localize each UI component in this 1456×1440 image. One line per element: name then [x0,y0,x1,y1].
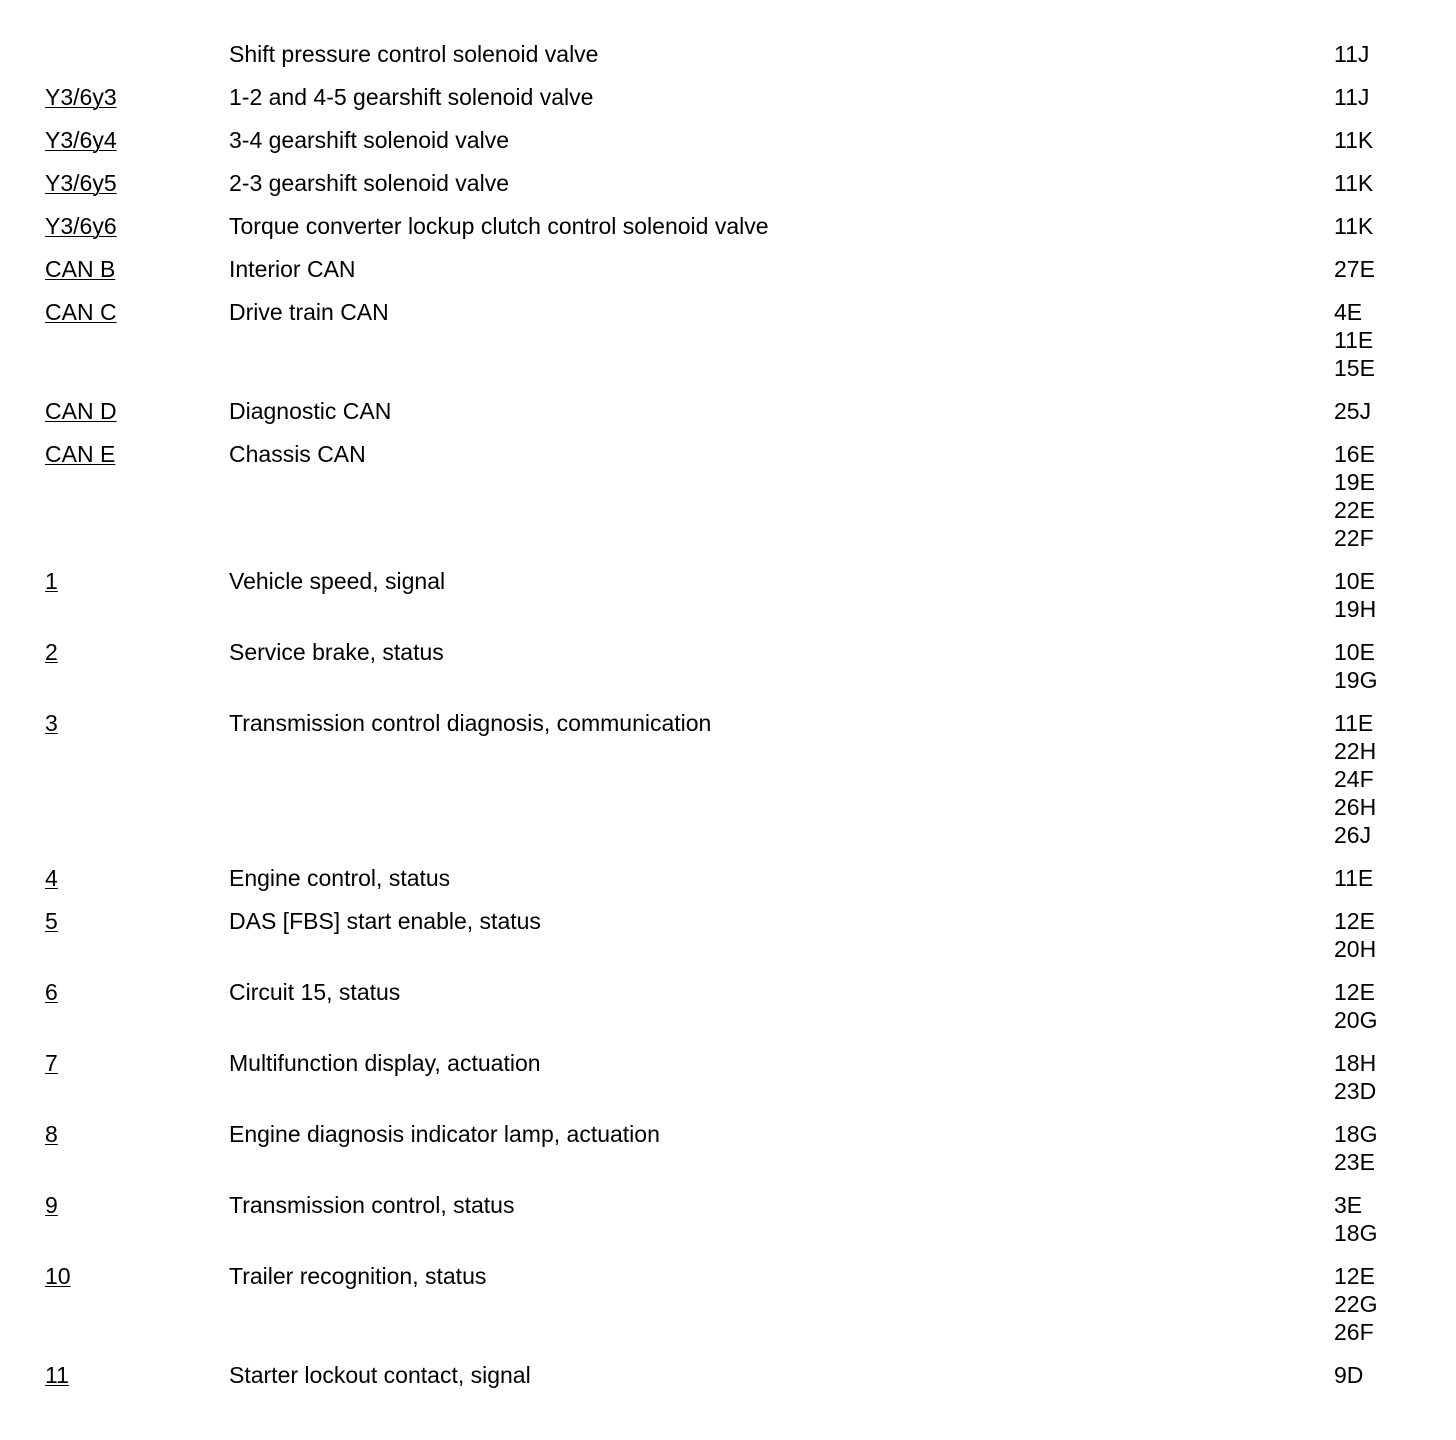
grid-reference-list [1334,567,1376,623]
grid-reference: 12E [1334,908,1375,934]
component-code-link[interactable]: 10 [45,1263,71,1289]
component-code-link[interactable]: 11 [45,1362,69,1388]
grid-reference-list [1334,864,1373,892]
grid-reference-list [1334,978,1377,1034]
grid-reference: 3E [1334,1192,1363,1218]
grid-reference: 20G [1334,1007,1378,1033]
legend-row [0,1191,1456,1262]
grid-reference: 22H [1334,738,1377,764]
legend-row [0,638,1456,709]
grid-reference-list [1334,397,1371,425]
grid-reference-list [1334,40,1369,68]
grid-reference: 4E [1334,299,1363,325]
legend-row [0,255,1456,298]
grid-reference: 25J [1334,398,1372,424]
grid-reference: 18H [1334,1050,1377,1076]
component-code-link[interactable]: CAN B [45,256,116,282]
grid-reference-list [1334,255,1375,283]
legend-row [0,40,1456,83]
grid-reference-list [1334,169,1373,197]
component-code-link[interactable]: 4 [45,865,58,891]
component-description: Transmission control, status [229,1192,515,1218]
legend-row [0,440,1456,567]
legend-row [0,978,1456,1049]
component-legend [0,40,1456,1404]
grid-reference: 11K [1334,213,1374,239]
legend-row [0,1361,1456,1404]
legend-row [0,709,1456,864]
component-description: Diagnostic CAN [229,398,392,424]
component-description: Shift pressure control solenoid valve [229,41,599,67]
grid-reference: 22E [1334,497,1375,523]
grid-reference: 12E [1334,1263,1375,1289]
legend-row [0,298,1456,397]
grid-reference: 26J [1334,822,1372,848]
component-description: 2-3 gearshift solenoid valve [229,170,509,196]
grid-reference: 27E [1334,256,1375,282]
component-description: Engine control, status [229,865,451,891]
grid-reference-list [1334,907,1376,963]
grid-reference: 18G [1334,1121,1378,1147]
component-description: Drive train CAN [229,299,389,325]
component-description: Service brake, status [229,639,444,665]
component-code-link[interactable]: Y3/6y4 [45,127,117,153]
grid-reference-list [1334,440,1375,552]
legend-row [0,1262,1456,1361]
grid-reference: 15E [1334,355,1375,381]
component-description: Torque converter lockup clutch control solenoid valve [229,213,769,239]
component-description: Transmission control diagnosis, communication [229,710,712,736]
component-description: Vehicle speed, signal [229,568,446,594]
legend-row [0,907,1456,978]
component-code-link[interactable]: 7 [45,1050,58,1076]
grid-reference: 11J [1334,41,1370,67]
legend-row [0,169,1456,212]
grid-reference: 19H [1334,596,1377,622]
component-description: Circuit 15, status [229,979,401,1005]
grid-reference-list [1334,298,1375,382]
component-description: Engine diagnosis indicator lamp, actuation [229,1121,660,1147]
grid-reference: 18G [1334,1220,1378,1246]
component-description: Trailer recognition, status [229,1263,487,1289]
grid-reference: 24F [1334,766,1374,792]
component-code-link[interactable]: Y3/6y6 [45,213,117,239]
legend-row [0,126,1456,169]
grid-reference-list [1334,1262,1377,1346]
legend-row [0,1049,1456,1120]
grid-reference-list [1334,1361,1363,1389]
component-code-link[interactable]: 8 [45,1121,58,1147]
grid-reference: 23E [1334,1149,1375,1175]
component-description: 3-4 gearshift solenoid valve [229,127,509,153]
grid-reference: 12E [1334,979,1375,1005]
component-description: Chassis CAN [229,441,366,467]
grid-reference: 11E [1334,865,1374,891]
grid-reference: 11E [1334,710,1374,736]
grid-reference: 22G [1334,1291,1378,1317]
grid-reference: 22F [1334,525,1374,551]
legend-row [0,212,1456,255]
component-code-link[interactable]: Y3/6y5 [45,170,117,196]
grid-reference-list [1334,83,1369,111]
component-code-link[interactable]: 9 [45,1192,58,1218]
grid-reference: 10E [1334,639,1375,665]
component-code-link[interactable]: 3 [45,710,58,736]
component-code-link[interactable]: 1 [45,568,58,594]
component-code-link[interactable]: 6 [45,979,58,1005]
grid-reference: 16E [1334,441,1375,467]
grid-reference: 23D [1334,1078,1377,1104]
component-code-link[interactable]: CAN E [45,441,116,467]
grid-reference-list [1334,126,1373,154]
grid-reference: 11J [1334,84,1370,110]
grid-reference-list [1334,709,1376,849]
grid-reference: 11K [1334,127,1374,153]
grid-reference: 26F [1334,1319,1374,1345]
grid-reference-list [1334,1049,1376,1105]
grid-reference-list [1334,212,1373,240]
grid-reference-list [1334,1120,1377,1176]
legend-row [0,397,1456,440]
component-description: 1-2 and 4-5 gearshift solenoid valve [229,84,594,110]
legend-row [0,567,1456,638]
grid-reference: 19G [1334,667,1378,693]
component-description: Interior CAN [229,256,356,282]
grid-reference: 11E [1334,327,1374,353]
component-description: Starter lockout contact, signal [229,1362,531,1388]
grid-reference: 26H [1334,794,1377,820]
component-code-link[interactable]: 2 [45,639,58,665]
component-code-link[interactable]: Y3/6y3 [45,84,117,110]
grid-reference: 20H [1334,936,1377,962]
grid-reference-list [1334,638,1377,694]
grid-reference: 11K [1334,170,1374,196]
component-code-link[interactable]: CAN C [45,299,117,325]
grid-reference-list [1334,1191,1377,1247]
grid-reference: 10E [1334,568,1375,594]
component-code-link[interactable]: 5 [45,908,58,934]
legend-row [0,83,1456,126]
legend-row [0,1120,1456,1191]
component-code-link[interactable]: CAN D [45,398,117,424]
grid-reference: 9D [1334,1362,1364,1388]
component-description: Multifunction display, actuation [229,1050,541,1076]
grid-reference: 19E [1334,469,1375,495]
legend-row [0,864,1456,907]
component-description: DAS [FBS] start enable, status [229,908,541,934]
